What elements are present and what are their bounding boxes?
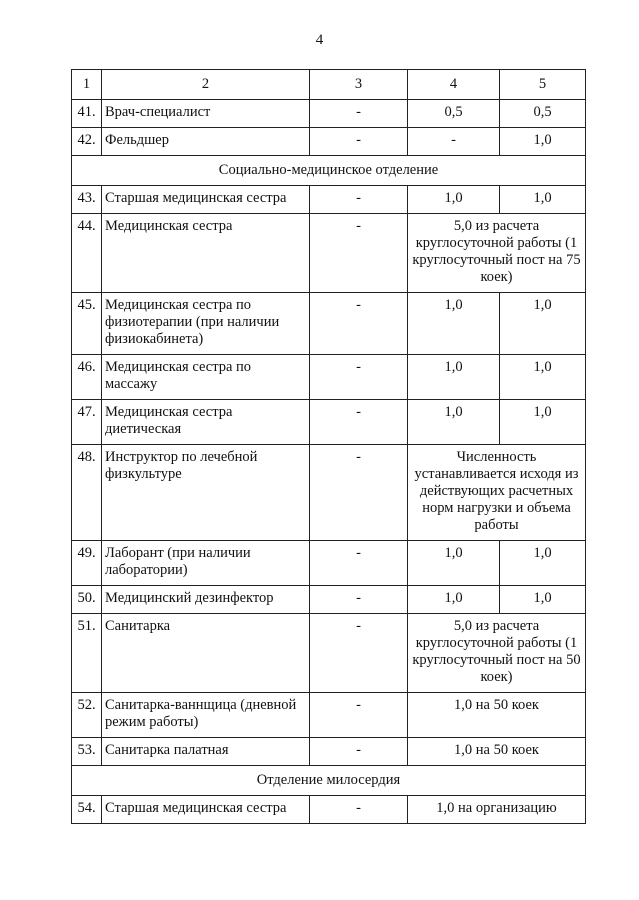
section-row — [72, 156, 586, 186]
column-3-value: - — [310, 293, 408, 355]
column-5-value: 1,0 — [500, 355, 586, 400]
column-4-value: 0,5 — [408, 100, 500, 128]
column-4-value: 1,0 — [408, 541, 500, 586]
staffing-norm: 5,0 из расчета круглосуточной работы (1 круглосуточный пост на 75 коек) — [408, 214, 586, 293]
header-cell-1: 1 — [72, 70, 102, 100]
row-number: 54. — [72, 796, 102, 824]
column-4-value: 1,0 — [408, 293, 500, 355]
column-3-value: - — [310, 693, 408, 738]
row-number: 45. — [72, 293, 102, 355]
position-name: Медицинская сестра — [102, 214, 310, 293]
row-number: 48. — [72, 445, 102, 541]
position-name: Старшая медицинская сестра — [102, 796, 310, 824]
table-row — [72, 586, 586, 614]
row-number: 49. — [72, 541, 102, 586]
column-3-value: - — [310, 796, 408, 824]
position-name: Санитарка — [102, 614, 310, 693]
column-5-value: 1,0 — [500, 186, 586, 214]
table-row — [72, 796, 586, 824]
row-number: 47. — [72, 400, 102, 445]
column-3-value: - — [310, 738, 408, 766]
position-name: Медицинская сестра по физиотерапии (при наличии физиокабинета) — [102, 293, 310, 355]
row-number: 50. — [72, 586, 102, 614]
column-5-value: 0,5 — [500, 100, 586, 128]
column-5-value: 1,0 — [500, 293, 586, 355]
table-row — [72, 400, 586, 445]
table-row — [72, 541, 586, 586]
column-4-value: 1,0 — [408, 355, 500, 400]
table-row — [72, 693, 586, 738]
column-4-value: 1,0 — [408, 400, 500, 445]
table-header-row — [72, 70, 586, 100]
position-name: Медицинская сестра диетическая — [102, 400, 310, 445]
column-5-value: 1,0 — [500, 541, 586, 586]
staffing-table — [71, 69, 586, 824]
table-row — [72, 738, 586, 766]
header-cell-2: 2 — [102, 70, 310, 100]
row-number: 42. — [72, 128, 102, 156]
header-cell-5: 5 — [500, 70, 586, 100]
section-row — [72, 766, 586, 796]
row-number: 43. — [72, 186, 102, 214]
header-cell-3: 3 — [310, 70, 408, 100]
position-name: Медицинский дезинфектор — [102, 586, 310, 614]
table-row — [72, 293, 586, 355]
staffing-norm: Численность устанавливается исходя из действующих расчетных норм нагрузки и объема работы — [408, 445, 586, 541]
position-name: Инструктор по лечебной физкультуре — [102, 445, 310, 541]
column-5-value: 1,0 — [500, 400, 586, 445]
position-name: Старшая медицинская сестра — [102, 186, 310, 214]
column-4-value: 1,0 — [408, 186, 500, 214]
column-3-value: - — [310, 128, 408, 156]
header-cell-4: 4 — [408, 70, 500, 100]
column-3-value: - — [310, 214, 408, 293]
table-row — [72, 445, 586, 541]
column-5-value: 1,0 — [500, 128, 586, 156]
position-name: Санитарка-ваннщица (дневной режим работы) — [102, 693, 310, 738]
column-3-value: - — [310, 100, 408, 128]
table-row — [72, 128, 586, 156]
page-number: 4 — [315, 32, 324, 48]
row-number: 41. — [72, 100, 102, 128]
column-3-value: - — [310, 445, 408, 541]
column-3-value: - — [310, 186, 408, 214]
position-name: Врач-специалист — [102, 100, 310, 128]
row-number: 52. — [72, 693, 102, 738]
column-3-value: - — [310, 586, 408, 614]
column-3-value: - — [310, 355, 408, 400]
row-number: 51. — [72, 614, 102, 693]
staffing-norm: 1,0 на 50 коек — [408, 738, 586, 766]
table-row — [72, 214, 586, 293]
position-name: Медицинская сестра по массажу — [102, 355, 310, 400]
table-row — [72, 614, 586, 693]
column-4-value: 1,0 — [408, 586, 500, 614]
row-number: 46. — [72, 355, 102, 400]
table-row — [72, 355, 586, 400]
column-3-value: - — [310, 541, 408, 586]
table-row — [72, 186, 586, 214]
column-5-value: 1,0 — [500, 586, 586, 614]
staffing-norm: 1,0 на 50 коек — [408, 693, 586, 738]
staffing-norm: 1,0 на организацию — [408, 796, 586, 824]
section-title: Отделение милосердия — [72, 766, 586, 796]
column-4-value: - — [408, 128, 500, 156]
staffing-norm: 5,0 из расчета круглосуточной работы (1 круглосуточный пост на 50 коек) — [408, 614, 586, 693]
column-3-value: - — [310, 400, 408, 445]
row-number: 53. — [72, 738, 102, 766]
table-row — [72, 100, 586, 128]
position-name: Фельдшер — [102, 128, 310, 156]
position-name: Лаборант (при наличии лаборатории) — [102, 541, 310, 586]
column-3-value: - — [310, 614, 408, 693]
section-title: Социально-медицинское отделение — [72, 156, 586, 186]
position-name: Санитарка палатная — [102, 738, 310, 766]
row-number: 44. — [72, 214, 102, 293]
